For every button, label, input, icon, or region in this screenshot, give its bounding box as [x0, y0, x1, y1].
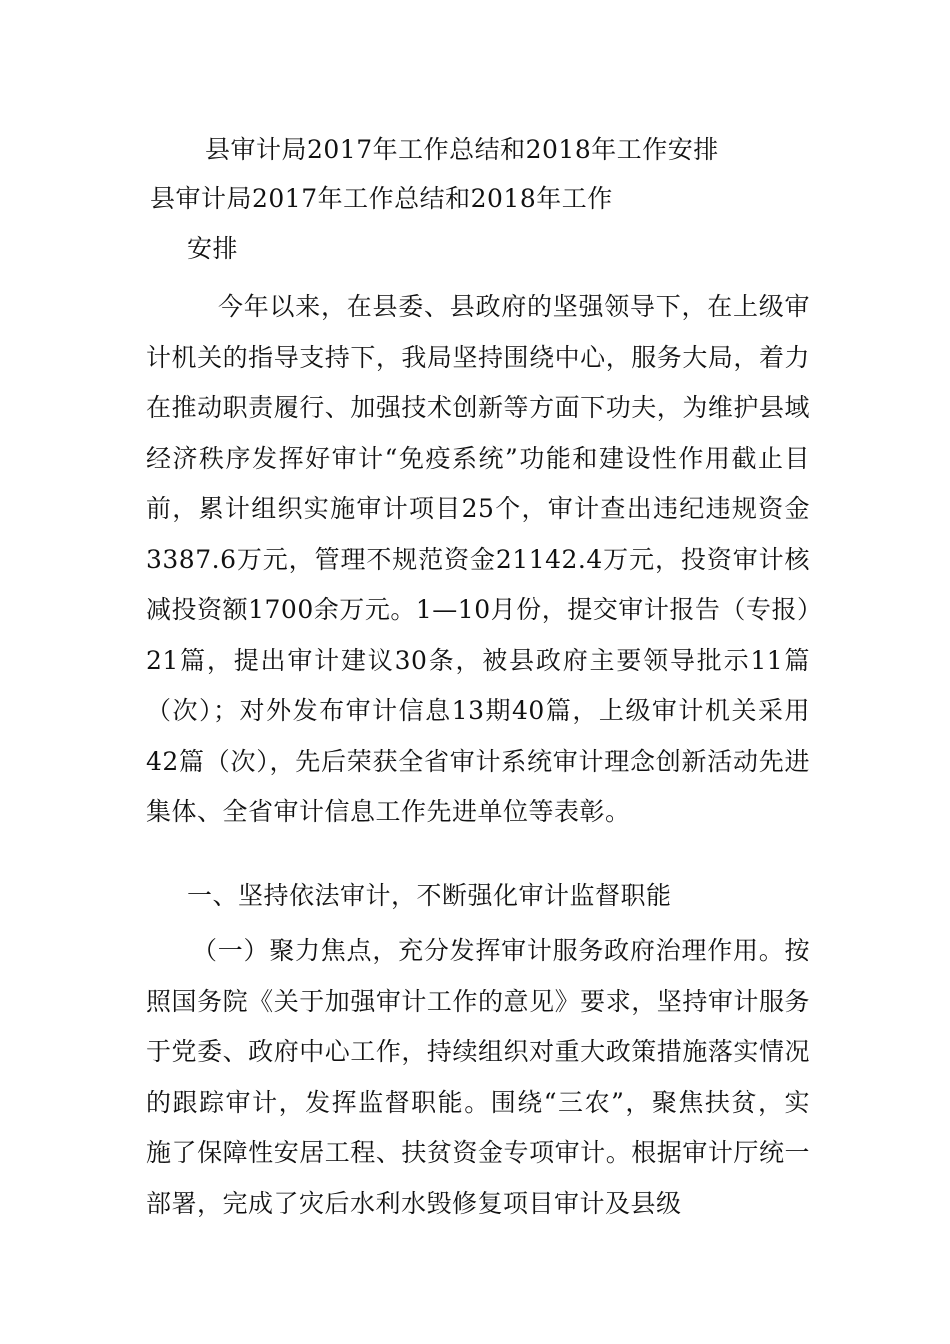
document-subtitle-line-1: 县审计局2017年工作总结和2018年工作: [150, 184, 613, 213]
intro-paragraph: 今年以来，在县委、县政府的坚强领导下，在上级审计机关的指导支持下，我局坚持围绕中心，服务大局，着力在推动职责履行、加强技术创新等方面下功夫，为维护县域经济秩序发挥好审计“免疫系统”功能和建设性作用截止目前，累计组织实施审计项目25个，审计查出违纪违规资金3387.6万元，管理不规范资金21142.4万元，投资审计核减投资额1700余万元。1—10月份，提交审计报告（专报）21篇，提出审计建议30条，被县政府主要领导批示11篇（次）；对外发布审计信息13期40篇，上级审计机关采用42篇（次），先后荣获全省审计系统审计理念创新活动先进集体、全省审计信息工作先进单位等表彰。: [146, 292, 810, 826]
document-subtitle-line-2: 安排: [187, 234, 239, 263]
section-1-heading: 一、坚持依法审计，不断强化审计监督职能: [187, 881, 672, 910]
section-1-paragraph: （一）聚力焦点，充分发挥审计服务政府治理作用。按照国务院《关于加强审计工作的意见》要求，坚持审计服务于党委、政府中心工作，持续组织对重大政策措施落实情况的跟踪审计，发挥监督职能。围绕“三农”，聚焦扶贫，实施了保障性安居工程、扶贫资金专项审计。根据审计厅统一部署，完成了灾后水利水毁修复项目审计及县级: [146, 936, 810, 1218]
document-title: 县审计局2017年工作总结和2018年工作安排: [205, 135, 719, 164]
